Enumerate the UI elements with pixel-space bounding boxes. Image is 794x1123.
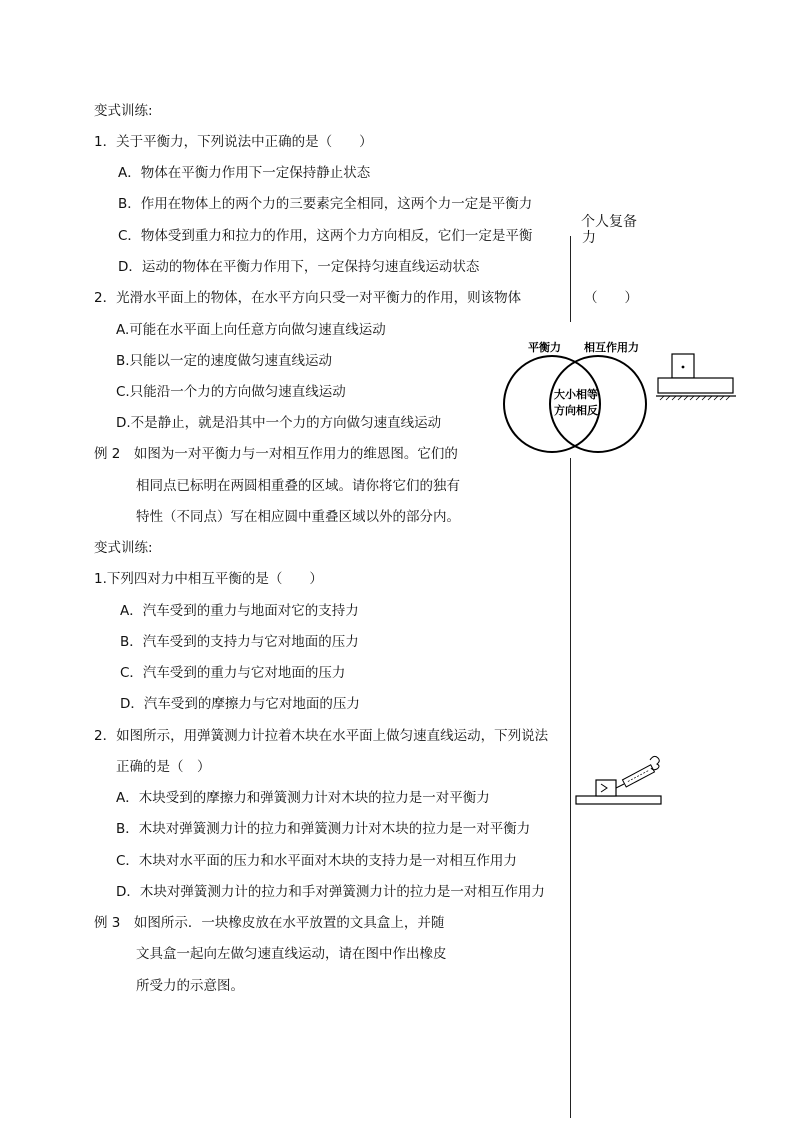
question-4-option-c: C．木块对水平面的压力和水平面对木块的支持力是一对相互作用力 [116,853,517,869]
question-2-answer-paren: （ ） [584,290,638,306]
wooden-block [596,780,616,796]
margin-rule-top [570,236,571,322]
question-3-stem: 1.下列四对力中相互平衡的是（ ） [94,571,323,587]
question-3-option-b: B．汽车受到的支持力与它对地面的压力 [120,634,359,650]
question-3-option-d: D．汽车受到的摩擦力与它对地面的压力 [120,696,360,712]
question-2-option-c: C.只能沿一个力的方向做匀速直线运动 [116,384,346,400]
question-2-option-a: A.可能在水平面上向任意方向做匀速直线运动 [116,322,386,338]
example-3-line-3: 所受力的示意图。 [136,978,244,994]
hand-icon [650,756,659,769]
question-4-option-b: B．木块对弹簧测力计的拉力和弹簧测力计对木块的拉力是一对平衡力 [116,821,531,837]
example-2-line-1: 例 2 如图为一对平衡力与一对相互作用力的维恩图。它们的 [94,446,458,462]
question-1-option-c: C．物体受到重力和拉力的作用，这两个力方向相反，它们一定是平衡 [118,228,533,244]
venn-overlap-line-2: 方向相反 [554,404,598,417]
question-2-stem: 2．光滑水平面上的物体，在水平方向只受一对平衡力的作用，则该物体 [94,290,522,306]
question-1-option-d: D．运动的物体在平衡力作用下，一定保持匀速直线运动状态 [118,259,480,275]
venn-left-label: 平衡力 [528,341,561,354]
question-4-stem-continued: 正确的是（ ） [116,759,211,775]
example-3-line-2: 文具盒一起向左做匀速直线运动，请在图中作出橡皮 [136,946,447,962]
question-3-option-a: A．汽车受到的重力与地面对它的支持力 [120,603,359,619]
venn-overlap-line-1: 大小相等 [554,388,598,401]
example-2-line-3: 特性（不同点）写在相应圆中重叠区域以外的部分内。 [136,509,460,525]
block-center-dot [682,366,685,369]
venn-right-label: 相互作用力 [584,341,639,354]
example-2-line-2: 相同点已标明在两圆相重叠的区域。请你将它们的独有 [136,478,460,494]
question-1-option-c-wrap: 力 [582,230,596,246]
pull-string [616,784,624,788]
question-2-option-d: D.不是静止，就是沿其中一个力的方向做匀速直线运动 [116,415,442,431]
table-surface [576,796,661,804]
question-1-option-a: A．物体在平衡力作用下一定保持静止状态 [118,165,371,181]
question-2-option-b: B.只能以一定的速度做匀速直线运动 [116,353,333,369]
question-3-option-c: C．汽车受到的重力与它对地面的压力 [120,665,346,681]
question-4-option-d: D．木块对弹簧测力计的拉力和手对弹簧测力计的拉力是一对相互作用力 [116,884,545,900]
spring-scale-figure [574,750,664,810]
example-3-line-1: 例 3 如图所示．一块橡皮放在水平放置的文具盒上，并随 [94,915,445,931]
block-large [658,378,733,393]
question-4-option-a: A．木块受到的摩擦力和弹簧测力计对木块的拉力是一对平衡力 [116,790,490,806]
ground-hatch [660,396,730,400]
section2-heading: 变式训练: [94,540,153,556]
side-note-label: 个人复备 [581,214,637,230]
question-4-stem: 2．如图所示，用弹簧测力计拉着木块在水平面上做匀速直线运动，下列说法 [94,728,549,744]
spring-scale [622,765,654,787]
question-1-stem: 1．关于平衡力，下列说法中正确的是（ ） [94,134,373,150]
section1-heading: 变式训练: [94,103,153,119]
margin-rule-bottom [570,458,571,1118]
question-1-option-b: B．作用在物体上的两个力的三要素完全相同，这两个力一定是平衡力 [118,196,533,212]
block-on-table-figure [656,350,736,406]
venn-diagram [500,336,650,456]
